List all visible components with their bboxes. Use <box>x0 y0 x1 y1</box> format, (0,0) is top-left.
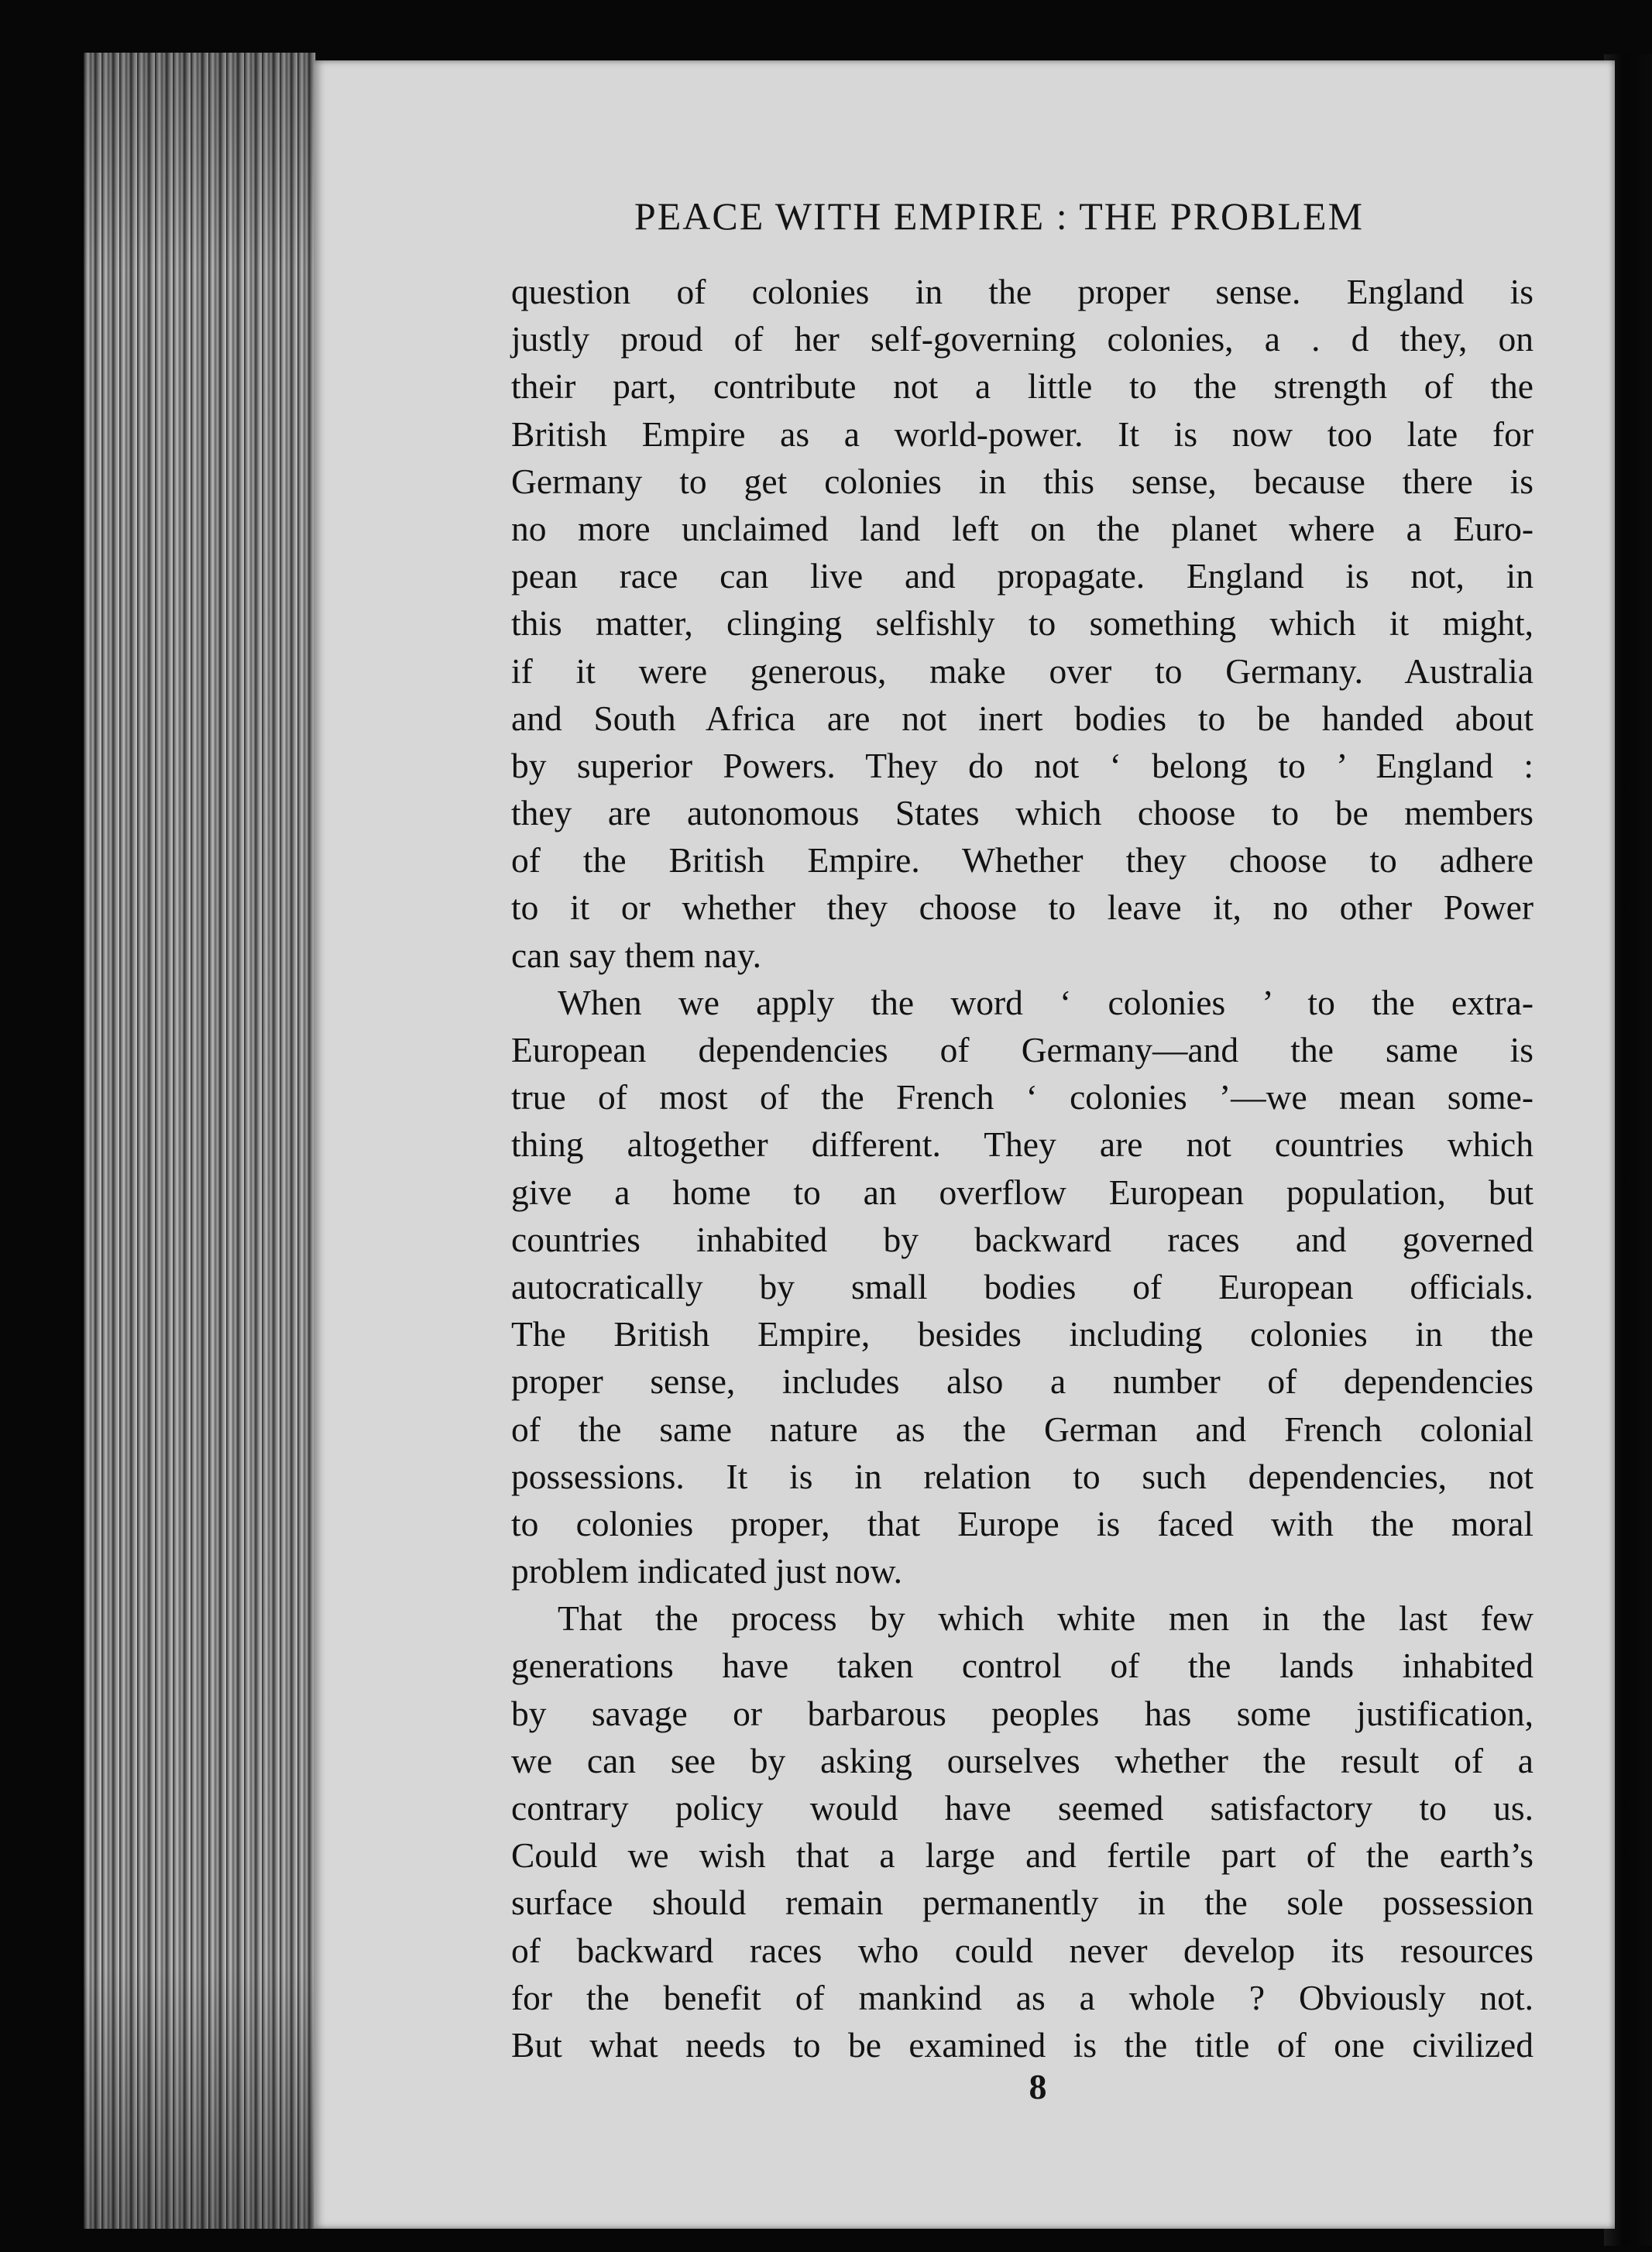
text-line: they are autonomous States which choose to be members <box>511 793 1534 833</box>
page-number: 8 <box>1029 2067 1047 2106</box>
text-line: Could we wish that a large and fertile part of the earth’s <box>511 1835 1534 1876</box>
text-line: That the process by which white men in the last few <box>558 1598 1534 1639</box>
text-line: When we apply the word ‘ colonies ’ to the extra- <box>558 982 1534 1022</box>
text-line: of backward races who could never develop its resources <box>511 1930 1534 1970</box>
text-line: if it were generous, make over to Germany. Australia <box>511 651 1534 691</box>
text-line: and South Africa are not inert bodies to be handed about <box>511 698 1534 738</box>
text-line: generations have taken control of the lands inhabited <box>511 1646 1534 1686</box>
text-line: countries inhabited by backward races and governed <box>511 1219 1534 1259</box>
text-line: autocratically by small bodies of European officials. <box>511 1266 1534 1306</box>
text-line: by superior Powers. They do not ‘ belong to ’ England : <box>511 745 1534 785</box>
text-line: pean race can live and propagate. England is not, in <box>511 556 1534 596</box>
text-line: justly proud of her self-governing colonies, a . d they, on <box>511 319 1534 359</box>
text-line: of the same nature as the German and French colonial <box>511 1409 1534 1449</box>
text-line: to colonies proper, that Europe is faced with the moral <box>511 1503 1534 1543</box>
text-line: this matter, clinging selfishly to something which it might, <box>511 603 1534 644</box>
text-line: surface should remain permanently in the sole possession <box>511 1883 1534 1923</box>
text-line: we can see by asking ourselves whether the result of a <box>511 1740 1534 1780</box>
body-text <box>511 268 1534 2068</box>
text-line: can say them nay. <box>511 935 762 975</box>
text-line: proper sense, includes also a number of dependencies <box>511 1361 1534 1402</box>
text-line: British Empire as a world-power. It is now too late for <box>511 414 1534 454</box>
text-line: to it or whether they choose to leave it, no other Power <box>511 887 1534 928</box>
text-line: contrary policy would have seemed satisfactory to us. <box>511 1788 1534 1828</box>
text-line: for the benefit of mankind as a whole ? Obviously not. <box>511 1977 1534 2017</box>
text-line: by savage or barbarous peoples has some justification, <box>511 1693 1534 1733</box>
text-line: European dependencies of Germany—and the same is <box>511 1030 1534 1069</box>
text-line: possessions. It is in relation to such dependencies, not <box>511 1456 1534 1496</box>
text-line: question of colonies in the proper sense. England is <box>511 272 1534 311</box>
text-line: give a home to an overflow European population, but <box>511 1172 1534 1212</box>
text-line: Germany to get colonies in this sense, because there is <box>511 461 1534 501</box>
text-line: The British Empire, besides including colonies in the <box>511 1314 1534 1354</box>
text-line: thing altogether different. They are not countries which <box>511 1124 1534 1165</box>
book-page <box>314 60 1615 2229</box>
text-line: problem indicated just now. <box>511 1551 903 1591</box>
text-line: their part, contribute not a little to the strength of the <box>511 366 1534 407</box>
text-line: But what needs to be examined is the title of one civilized <box>511 2024 1534 2065</box>
text-line: of the British Empire. Whether they choose to adhere <box>511 840 1534 881</box>
running-head: PEACE WITH EMPIRE : THE PROBLEM <box>634 194 1365 238</box>
text-line: true of most of the French ‘ colonies ’—we mean some- <box>511 1077 1534 1117</box>
page-edges <box>84 53 316 2229</box>
text-line: no more unclaimed land left on the planet where a Euro- <box>511 508 1534 548</box>
